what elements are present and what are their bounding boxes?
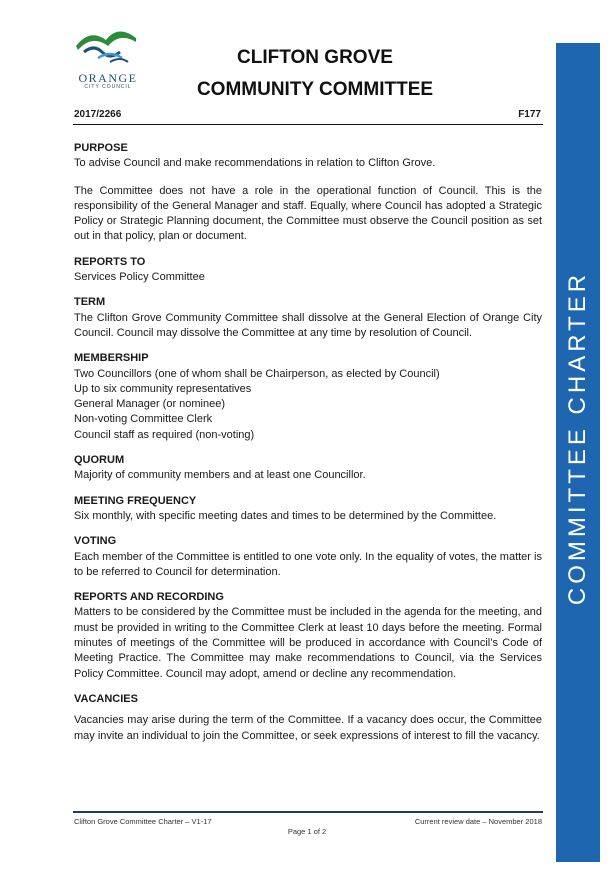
footer-divider bbox=[73, 811, 543, 813]
document-title-line1: CLIFTON GROVE bbox=[237, 47, 393, 68]
section-text: Services Policy Committee bbox=[74, 271, 205, 284]
section-membership bbox=[74, 351, 542, 443]
section-reports-to bbox=[74, 255, 542, 286]
sidebar-label: COMMITTEE CHARTER bbox=[564, 270, 591, 606]
list-item: Council staff as required (non-voting) bbox=[74, 428, 255, 441]
list-item: Non-voting Committee Clerk bbox=[74, 413, 213, 426]
charter-body bbox=[74, 141, 542, 754]
orange-city-council-logo bbox=[70, 22, 146, 92]
list-item: Up to six community representatives bbox=[74, 382, 252, 395]
section-text: Matters to be considered by the Committee must be included in the agenda for the meeting, and must be provided in writing to the Committee Clerk at least 10 days before the meeting. Formal minutes of meetings of the Committee will be produced in accordance with Council’s Code of Meeting Practice. The Committee may make recommendations to Council, via the Services Policy Committee. Council may adopt, amend or decline any recommendation. bbox=[74, 606, 542, 680]
section-heading: PURPOSE bbox=[74, 142, 128, 154]
header-divider bbox=[73, 124, 543, 125]
section-heading: MEETING FREQUENCY bbox=[74, 494, 197, 507]
footer-document-version: Clifton Grove Committee Charter – V1-17 bbox=[74, 817, 212, 826]
section-term bbox=[74, 295, 542, 341]
section-heading: TERM bbox=[74, 296, 106, 309]
section-heading: REPORTS TO bbox=[74, 255, 146, 268]
section-heading: VOTING bbox=[74, 535, 117, 548]
section-reports-and-recording bbox=[74, 590, 542, 682]
section-text: Six monthly, with specific meeting dates and times to be determined by the Committee. bbox=[74, 509, 497, 522]
logo-wordmark: ORANGE bbox=[78, 71, 138, 85]
page-number: Page 1 of 2 bbox=[287, 827, 327, 836]
footer-review-date: Current review date – November 2018 bbox=[414, 817, 542, 826]
section-text: Vacancies may arise during the term of the Committee. If a vacancy does occur, the Committee may invite an individual to join the Committee, or seek expressions of interest to fill the vacancy. bbox=[74, 714, 542, 742]
purpose-statement: To advise Council and make recommendations in relation to Clifton Grove. bbox=[74, 157, 436, 170]
section-heading: QUORUM bbox=[74, 454, 125, 467]
section-text: Each member of the Committee is entitled to one vote only. In the equality of votes, the matter is to be referred to Council for determination. bbox=[74, 550, 542, 578]
logo-mark-icon bbox=[70, 22, 146, 72]
section-vacancies bbox=[74, 692, 542, 744]
document-title-line2: COMMUNITY COMMITTEE bbox=[196, 79, 434, 100]
section-heading: MEMBERSHIP bbox=[74, 352, 149, 365]
section-voting bbox=[74, 534, 542, 580]
section-text: Majority of community members and at least one Councillor. bbox=[74, 469, 366, 482]
list-item: Two Councillors (one of whom shall be Chairperson, as elected by Council) bbox=[74, 367, 440, 380]
section-purpose bbox=[74, 141, 542, 245]
logo-subtitle: CITY COUNCIL bbox=[84, 84, 132, 90]
section-heading: VACANCIES bbox=[74, 692, 138, 705]
form-code: F177 bbox=[518, 109, 541, 120]
section-heading: REPORTS AND RECORDING bbox=[74, 591, 224, 604]
section-quorum bbox=[74, 453, 542, 484]
document-number: 2017/2266 bbox=[74, 109, 122, 120]
list-item: General Manager (or nominee) bbox=[74, 398, 226, 411]
section-meeting-frequency bbox=[74, 494, 542, 525]
purpose-paragraph: The Committee does not have a role in the operational function of Council. This is the responsibility of the General Manager and staff. Equally, where Council has adopted a Strategic Policy or Strategic Planning document, the Committee must observe the Council position as set out in that policy, plan or document. bbox=[74, 184, 542, 243]
section-text: The Clifton Grove Community Committee shall dissolve at the General Election of Orange City Council. Council may dissolve the Committee at any time by resolution of Council. bbox=[74, 311, 542, 339]
